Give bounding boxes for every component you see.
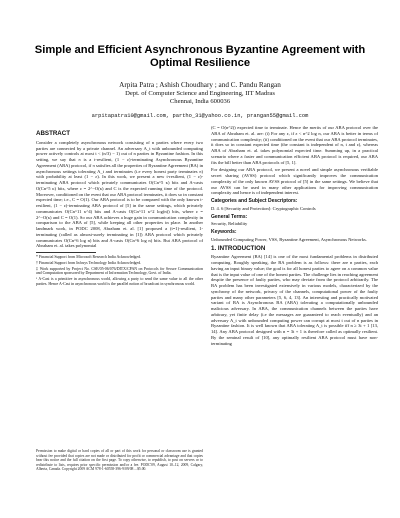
keywords-text: Unbounded Computing Power, VSS, Byzantine Agreement, Asynchronous Networks. <box>211 236 367 242</box>
left-column <box>36 128 203 288</box>
categories-label: Categories and Subject Descriptors: <box>211 198 298 204</box>
categories-block <box>211 199 378 205</box>
author-block <box>30 82 370 105</box>
categories-text: D. 4. 6 [Security and Protection]: Cryptographic Controls <box>211 205 316 211</box>
author-names: Arpita Patra ; Ashish Choudhary ; and C. Pandu Rangan <box>119 81 281 89</box>
general-terms-label: General Terms: <box>211 213 248 220</box>
abstract-continuation: (C = O(n^2)) expected time to terminate. Hence the merits of our ABA protocol over the ABA of Abraham et. al. are: (i) For any ε, if ε < n^2 log n, our ABA is better in terms of communication complexity; (ii) conditioned on the event that our ABA protocol terminates, it does so in constant expected time (the constant is independent of n, t and ε), whereas ABA of Abraham et. al. takes polynomial expected time. Summing up, in a practical scenario where a faster and communication efficient ABA protocol is required, our ABA fits the bill better than ABA protocols of [5, 1]. <box>211 125 378 165</box>
keywords-block <box>211 230 378 236</box>
affiliation-line-1: Dept. of Computer Science and Engineering, IIT Madras <box>125 89 275 97</box>
footnote-1: * Financial Support from Microsoft Research India Acknowledged. <box>36 255 142 259</box>
affiliation-line-2: Chennai, India 600036 <box>169 97 231 105</box>
footnote-rule <box>36 252 96 253</box>
general-terms-block <box>211 215 378 221</box>
abstract-heading: ABSTRACT <box>36 130 71 137</box>
footnote-4: ¹ A-Cast is a primitive in asynchronous world, allowing a party to send the same value to all the other parties. Hence A-Cast in asynchronous world is the parallel notion of broadcast in synchronous world. <box>36 277 203 286</box>
introduction-text: Byzantine Agreement (BA) [14] is one of the most fundamental problems in distributed computing. Roughly speaking, the BA problem is as follows: there are n parties, each having an input binary value; the goal is for all honest parties to agree on a common value that is the input value of one of the honest parties. The challenge lies in reaching agreement despite the presence of faulty parties, who may deviate from the protocol arbitrarily. The BA problem has been investigated extensively in various models, characterized by the synchrony of the network, privacy of the channels, computational power of the faulty parties and many other parameters [5, 6, 4, 13]. An interesting and practically motivated variant of BA is Asynchronous BA (ABA) tolerating a computationally unbounded malicious adversary. In ABA, the communication channels between the parties have arbitrary, yet finite delay (i.e the messages are guaranteed to reach eventually) and an adversary A_t with unbounded computing power can corrupt at most t out of n parties in Byzantine fashion. It is well known that ABA tolerating A_t is possible iff n ≥ 3t + 1 [13, 14]. Any ABA protocol designed with n = 3t + 1 is therefore called as optimally resilient. By the seminal result of [10], any optimally resilient ABA protocol must have non-terminating <box>211 254 378 346</box>
general-terms-text: Security, Reliability <box>211 221 248 227</box>
copyright-notice: Permission to make digital or hard copies of all or part of this work for personal or classroom use is granted without fee provided that copies are not made or distributed for profit or commercial advantage and that copies bear this notice and the full citation on the first page. To copy otherwise, to republish, to post on servers or to redistribute to lists, requires prior specific permission and/or a fee. PODC'09, August 10–12, 2009, Calgary, Alberta, Canada. Copyright 2009 ACM 978-1-60558-396-9/09/08 ...$5.00. <box>36 449 203 472</box>
abstract-text: Consider a completely asynchronous network consisting of n parties where every two parties are connected by a private channel. An adversary A_t with unbounded computing power actively controls at most t < (n/3) − 1) out of n parties in Byzantine fashion. In this setting, we say that π is a t-resilient, (1 − ε)-terminating Asynchronous Byzantine Agreement (ABA) protocol, if π satisfies all the properties of Byzantine Agreement (BA) in asynchronous settings tolerating A_t and terminates (i.e every honest party terminates π) with probability at least (1 − ε). In this work, we present a new t-resilient, (1 − ε)-terminating ABA protocol which privately communicates O(Cn^5 κ) bits and A-casts O(Cn^5 κ) bits, where ε = 2^−O(κ) and C is the expected running time of the protocol. Moreover, conditioned on the event that our ABA protocol terminates, it does so in constant expected time; i.e., C = O(1). Our ABA protocol is to be compared with the only known t-resilient, (1 − ε)-terminating ABA protocol of [5] in the same settings, which privately communicates O(Cn^11 κ^4) bits and A-casts O(Cn^11 κ^2 log(n)) bits, where ε = 2^−O(κ) and C = O(1). So our ABA achieves a huge gain in communication complexity in comparison to the ABA of [5], while keeping all other properties in place. In another landmark work, in PODC 2008, Abraham et. al. [1] proposed a (t=1)-resilient, 1-terminating (called as almost-surely terminating in [1]) ABA protocol which privately communicates O(Cn^6 log n) bits and A-casts O(Cn^6 log n) bits. But ABA protocol of Abraham et. al. takes polynomial <box>36 139 204 249</box>
footnote-2: † Financial Support from Infosys Technology India Acknowledged. <box>36 260 142 265</box>
footnote-3: ‡ Work supported by Project No. CSE/05-06/076/DITX/CPAN on Protocols for Secure Communication and Computation sponsored by Department of Information Technology, Govt. of India. <box>36 266 203 276</box>
paper-title: Simple and Efficient Asynchronous Byzantine Agreement with Optimal Resilience <box>34 44 366 69</box>
author-emails: arpitapatra10@gmail.com, partho_31@yahoo.co.in, prangan55@gmail.com <box>91 113 309 119</box>
introduction-heading: 1. INTRODUCTION <box>211 244 266 252</box>
keywords-label: Keywords: <box>211 229 237 235</box>
abstract-continuation-2: For designing our ABA protocol, we present a novel and simple asynchronous verifiable secret sharing (AVSS) protocol which significantly improves the communication complexity of the only known AVSS protocol of [5] in the same settings. We believe that our AVSS can be used in many other applications for improving communication complexity and hence is of independent interest. <box>211 167 378 196</box>
right-column <box>211 125 378 348</box>
